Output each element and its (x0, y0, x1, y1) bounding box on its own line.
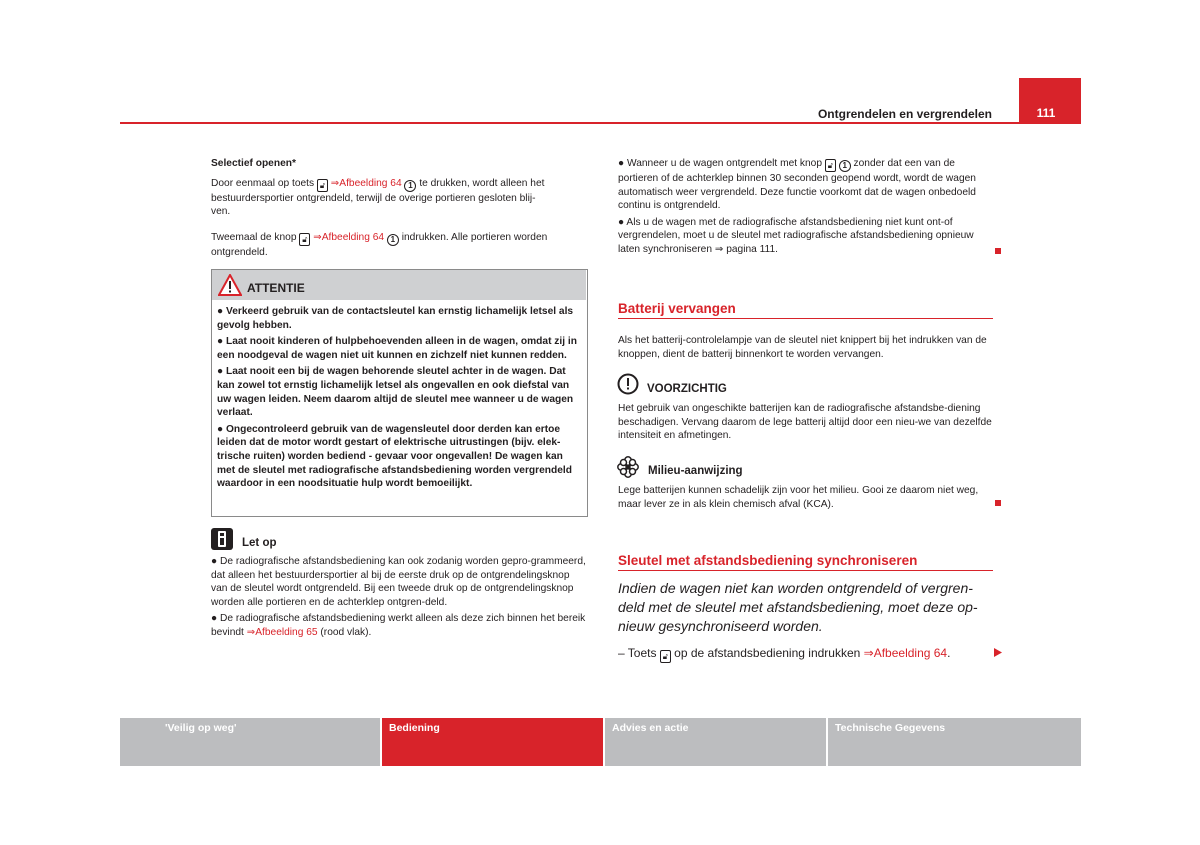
continue-arrow-icon (994, 648, 1002, 657)
sync-heading-rule (618, 570, 993, 571)
page-header-title: Ontgrendelen en vergrendelen (817, 107, 992, 121)
battery-heading: Batterij vervangen (618, 301, 736, 316)
header-rule (120, 122, 1081, 124)
caution-text: Het gebruik van ongeschikte batterijen kan de radiografische afstandsbe-diening beschadigen. Vervang daarom de lege batterij altijd door een nieu-we van dezelfde intensiteit en afmetingen. (618, 403, 992, 442)
figure-link[interactable]: ⇒Afbeelding 64 (330, 177, 402, 189)
left-column (211, 157, 587, 259)
note-body (211, 555, 587, 640)
bullet-auto-lock: ● Wanneer u de wagen ontgrendelt met knop 🔓︎ 1 zonder dat een van de portieren of de achterklep binnen 30 seconden geopend wordt, wordt de wagen automatisch weer vergrendeld. Deze functie voorkomt dat de wagen onbedoeld continu is ontgrendeld. (618, 158, 976, 212)
paragraph-1: Door eenmaal op toets 🔓︎ ⇒Afbeelding 64 1 te drukken, wordt alleen het bestuurdersportier ontgrendeld, terwijl de overige portieren gesloten blij- ven. (211, 177, 545, 218)
footer-tab-technical[interactable]: Technische Gegevens (828, 718, 1081, 766)
section-end-marker (995, 248, 1001, 254)
bullet-resync: ● Als u de wagen met de radiografische afstandsbediening niet kunt ont-of vergrendelen, moet u de sleutel met radiografische afstandsbediening opnieuw laten synchroniseren ⇒ pagina 111. (618, 216, 974, 255)
callout-number-icon: 1 (404, 180, 416, 192)
environment-title: Milieu-aanwijzing (648, 465, 743, 477)
page-number: 111 (1036, 106, 1056, 120)
callout-number-icon: 1 (839, 160, 851, 172)
environment-flower-icon (617, 456, 639, 478)
note-item: ● De radiografische afstandsbediening kan ook zodanig worden gepro-grammeerd, dat alleen het bestuurdersportier al bij de eerste druk op de ontgrendelingsknop van de sleutel wordt ontgrendeld. Bij een tweede druk op de ontgrendelingsknop worden alle portieren en de achterklep ontgren-deld. (211, 556, 586, 608)
sync-heading: Sleutel met afstandsbediening synchroniseren (618, 553, 918, 568)
key-unlock-icon: 🔓︎ (660, 650, 671, 663)
warning-item: ● Laat nooit kinderen of hulpbehoevenden alleen in de wagen, omdat zij in een noodgeval de wagen niet uit kunnen en zichzelf niet kunnen redden. (217, 336, 577, 361)
section-end-marker (995, 500, 1001, 506)
battery-heading-rule (618, 318, 993, 319)
paragraph-2: Tweemaal de knop 🔓︎ ⇒Afbeelding 64 1 indrukken. Alle portieren worden ontgrendeld. (211, 231, 548, 258)
sync-intro: Indien de wagen niet kan worden ontgrendeld of vergren-deld met de sleutel met afstandsbediening, moet deze op-nieuw gesynchroniseerd worden. (618, 580, 978, 634)
footer-tab-safety[interactable]: 'Veilig op weg' (120, 718, 380, 766)
key-unlock-icon: 🔓︎ (299, 233, 310, 246)
right-column (618, 157, 993, 257)
caution-icon (617, 373, 639, 395)
key-unlock-icon: 🔓︎ (825, 159, 836, 172)
figure-link[interactable]: ⇒Afbeelding 65 (246, 626, 318, 638)
warning-body (217, 305, 582, 494)
warning-item: ● Laat nooit een bij de wagen behorende sleutel achter in de wagen. Dat kan zowel tot ernstig lichamelijk letsel als ongevallen en ook diefstal van uw wagen leiden. Neem daarom altijd de sleutel mee wanneer u de wagen verlaat. (217, 366, 574, 419)
warning-item: ● Verkeerd gebruik van de contactsleutel kan ernstig lichamelijk letsel als gevolg hebben. (217, 306, 574, 331)
figure-link[interactable]: ⇒Afbeelding 64 (313, 231, 385, 243)
footer-tab-operation[interactable]: Bediening (382, 718, 603, 766)
key-unlock-icon: 🔓︎ (317, 179, 328, 192)
sync-step: – Toets 🔓︎ op de afstandsbediening indrukken ⇒Afbeelding 64. (618, 646, 951, 661)
callout-number-icon: 1 (387, 234, 399, 246)
caution-title: VOORZICHTIG (647, 383, 727, 395)
note-item: ● De radiografische afstandsbediening werkt alleen als deze zich binnen het bereik bevindt ⇒Afbeelding 65 (rood vlak). (211, 613, 586, 638)
note-title: Let op (242, 537, 277, 549)
figure-link[interactable]: ⇒Afbeelding 64 (863, 646, 948, 660)
warning-triangle-icon (218, 274, 242, 296)
warning-title: ATTENTIE (247, 281, 305, 295)
environment-text: Lege batterijen kunnen schadelijk zijn voor het milieu. Gooi ze daarom niet weg, maar lever ze in als klein chemisch afval (KCA). (618, 485, 979, 510)
info-icon (211, 528, 233, 550)
warning-item: ● Ongecontroleerd gebruik van de wagensleutel door derden kan ertoe leiden dat de motor wordt gestart of elektrische uitrustingen (bijv. elek-trische ruiten) worden bediend - gevaar voor ongevallen! De wagen kan met de sleutel met radiografische afstandsbediening worden vergrendeld waardoor in een noodsituatie hulp wordt bemoeilijkt. (217, 423, 572, 490)
selective-open-heading: Selectief openen* (211, 158, 296, 169)
battery-text: Als het batterij-controlelampje van de sleutel niet knippert bij het indrukken van de knoppen, dient de batterij binnenkort te worden vervangen. (618, 335, 987, 360)
footer-tab-advice[interactable]: Advies en actie (605, 718, 826, 766)
